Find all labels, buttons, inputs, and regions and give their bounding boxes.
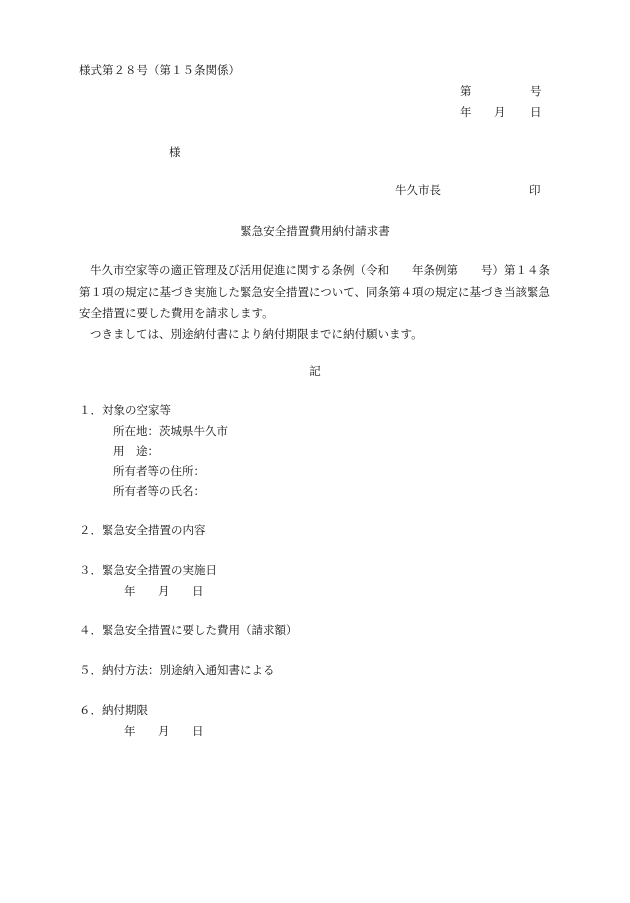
addressee-suffix: 様 [169, 145, 181, 159]
section-1-heading: １．対象の空家等 [79, 403, 171, 417]
doc-number-suffix: 号 [530, 84, 542, 98]
section-1-location: 所在地：茨城県牛久市 [113, 424, 228, 438]
date-year: 年 [460, 105, 472, 119]
section-1-owner-name: 所有者等の氏名： [113, 484, 205, 498]
body-paragraph-1: 牛久市空家等の適正管理及び活用促進に関する条例（令和 年条例第 号）第１４条第１項の規定に基づき実施した緊急安全措置について、同条第４項の規定に基づき当該緊急安全措置に要した費用を請求します。 [79, 263, 551, 320]
body-paragraph-2: つきましては、別途納付書により納付期限までに納付願います。 [90, 327, 423, 341]
date-month: 月 [494, 105, 506, 119]
section-6-year: 年 [124, 724, 136, 738]
section-3-day: 日 [192, 584, 204, 598]
doc-number-prefix: 第 [460, 84, 472, 98]
section-3-year: 年 [124, 584, 136, 598]
ki-label: 記 [309, 364, 321, 378]
section-6-month: 月 [158, 724, 170, 738]
section-6-heading: ６．納付期限 [79, 703, 148, 717]
section-1-owner-address: 所有者等の住所： [113, 464, 205, 478]
section-6-day: 日 [192, 724, 204, 738]
section-2-heading: ２．緊急安全措置の内容 [79, 523, 206, 537]
sender-title: 牛久市長 [395, 183, 441, 197]
date-day: 日 [530, 105, 542, 119]
seal-mark: 印 [529, 183, 541, 197]
section-1-usage: 用 途： [113, 444, 159, 458]
document-title: 緊急安全措置費用納付請求書 [240, 224, 390, 238]
section-3-month: 月 [158, 584, 170, 598]
form-label: 様式第２８号（第１５条関係） [79, 63, 240, 77]
section-4-heading: ４．緊急安全措置に要した費用（請求額） [79, 623, 298, 637]
section-5-heading: ５．納付方法：別途納入通知書による [79, 663, 275, 677]
section-3-heading: ３．緊急安全措置の実施日 [79, 563, 217, 577]
